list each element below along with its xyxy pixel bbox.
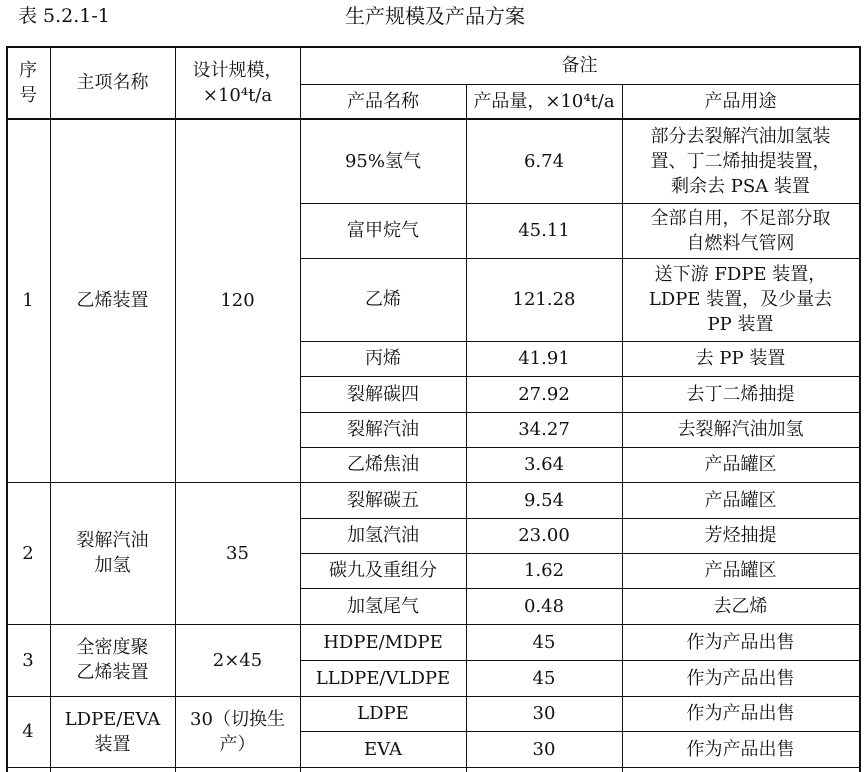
row-product-output: 3.64 [523,454,565,475]
row-product-use: 去 PP 装置 [695,348,786,369]
row-product-use: 全部自用，不足部分取 自燃料气管网 [650,207,831,254]
row-product-use: 作为产品出售 [686,667,795,689]
row-product-name: HDPE/MDPE [323,631,443,653]
row-product-name: 乙烯焦油 [347,454,419,475]
row-product-output: 45.11 [518,220,570,241]
row-product-output: 27.92 [518,383,570,405]
row-product-use: 去乙烯 [713,595,768,617]
table-rule [466,84,467,772]
table-rule [175,46,176,772]
table-rule [300,553,859,554]
row-product-output: 45 [532,667,556,689]
row-product-output: 34.27 [518,419,570,440]
group-seq: 2 [22,542,34,564]
row-product-output: 41.91 [518,348,570,369]
row-product-name: 95%氢气 [344,150,421,172]
row-product-name: 裂解碳四 [347,383,419,405]
row-product-output: 30 [532,703,556,724]
row-product-use: 去裂解汽油加氢 [677,419,804,440]
table-rule [50,46,51,772]
group-seq: 1 [22,290,34,311]
row-product-output: 121.28 [512,289,576,310]
row-product-use: 产品罐区 [704,489,777,511]
row-product-name: LDPE [357,703,409,724]
row-product-name: 加氢汽油 [347,525,419,546]
table-rule [300,412,859,413]
table-rule [300,203,859,204]
group-design-capacity: 2×45 [212,649,263,671]
row-product-output: 9.54 [523,489,565,511]
header-product-name: 产品名称 [347,91,419,112]
row-product-output: 1.62 [523,560,565,581]
header-unit-name: 主项名称 [76,72,149,93]
row-product-name: 加氢尾气 [347,595,419,617]
row-product-name: 裂解碳五 [347,489,419,511]
header-remarks: 备注 [561,54,598,76]
row-product-name: LLDPE/VLDPE [315,667,451,689]
header-design-capacity: 设计规模， ×10⁴t/a [192,59,283,106]
row-product-output: 6.74 [523,150,565,172]
table-rule [6,767,859,768]
group-design-capacity: 30（切换生 产） [190,708,285,755]
table-rule [622,84,623,772]
row-product-use: 部分去裂解汽油加氢装 置、丁二烯抽提装置， 剩余去 PSA 装置 [650,125,831,197]
row-product-use: 作为产品出售 [686,631,795,653]
table-rule [6,482,859,483]
table-rule [6,46,8,772]
row-product-name: EVA [364,738,402,760]
table-rule [300,258,859,259]
table-rule [300,341,859,342]
table-rule [859,46,861,772]
group-unit-name: 乙烯装置 [76,290,149,311]
row-product-use: 送下游 FDPE 装置， LDPE 装置，及少量去 PP 装置 [648,264,833,335]
group-seq: 3 [22,649,34,671]
row-product-use: 产品罐区 [704,454,777,475]
row-product-name: 丙烯 [365,348,401,369]
row-product-use: 产品罐区 [704,560,777,581]
table-rule [300,84,859,85]
table-rule [300,518,859,519]
group-unit-name: 裂解汽油 加氢 [76,530,149,576]
table-number: 表 5.2.1-1 [18,5,110,27]
table-rule [6,696,859,697]
row-product-name: 裂解汽油 [347,419,419,440]
header-seq: 序 号 [19,59,37,106]
row-product-name: 乙烯 [365,289,401,310]
row-product-use: 去丁二烯抽提 [686,383,795,405]
row-product-name: 富甲烷气 [347,220,419,241]
header-product-use: 产品用途 [704,91,777,112]
row-product-use: 作为产品出售 [686,703,795,724]
group-design-capacity: 35 [226,542,249,564]
table-rule [300,376,859,377]
table-rule [300,46,301,772]
table-rule [300,660,859,661]
group-design-capacity: 120 [220,290,255,311]
row-product-name: 碳九及重组分 [329,560,437,581]
group-unit-name: LDPE/EVA 装置 [64,708,161,755]
row-product-output: 23.00 [518,525,570,546]
table-rule [300,447,859,448]
row-product-output: 45 [532,631,556,653]
row-product-output: 0.48 [523,595,565,617]
group-unit-name: 全密度聚 乙烯装置 [76,637,149,683]
table-rule [300,731,859,732]
header-product-output: 产品量，×10⁴t/a [473,91,615,112]
group-seq: 4 [22,721,34,742]
table-rule [6,118,859,120]
table-rule [300,588,859,589]
table-rule [6,624,859,625]
row-product-output: 30 [532,738,556,760]
table-title: 生产规模及产品方案 [345,4,525,28]
row-product-use: 作为产品出售 [686,738,795,760]
row-product-use: 芳烃抽提 [704,525,777,546]
table-rule [6,46,859,48]
